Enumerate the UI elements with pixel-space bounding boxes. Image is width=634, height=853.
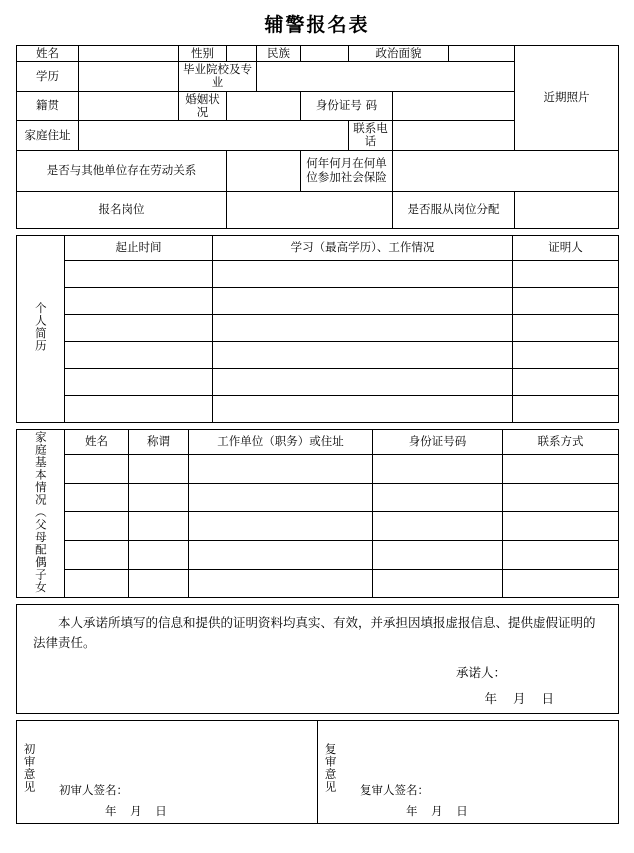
- value-origin[interactable]: [79, 91, 179, 120]
- resume-cell-witness[interactable]: [513, 287, 619, 314]
- family-table: [16, 429, 619, 599]
- family-cell-name[interactable]: [65, 455, 129, 484]
- table-row: [17, 429, 619, 455]
- table-row: [17, 605, 619, 714]
- family-cell-name[interactable]: [65, 483, 129, 512]
- value-education[interactable]: [79, 62, 179, 91]
- resume-cell-witness[interactable]: [513, 395, 619, 422]
- family-cell-id[interactable]: [373, 540, 503, 569]
- family-header-work: 工作单位（职务）或住址: [189, 429, 373, 455]
- table-row: [17, 483, 619, 512]
- label-gender: 性别: [179, 46, 227, 62]
- family-header-contact: 联系方式: [503, 429, 619, 455]
- promise-date-line[interactable]: 年 月 日: [484, 691, 560, 707]
- resume-cell-content[interactable]: [213, 368, 513, 395]
- resume-cell-content[interactable]: [213, 260, 513, 287]
- label-marital: 婚姻状况: [179, 91, 227, 120]
- label-id-number: 身份证号 码: [301, 91, 393, 120]
- resume-cell-content[interactable]: [213, 314, 513, 341]
- family-cell-work[interactable]: [189, 512, 373, 541]
- first-review-date[interactable]: 年 月 日: [105, 804, 172, 819]
- resume-header-content: 学习（最高学历）、工作情况: [213, 235, 513, 260]
- value-other-labor[interactable]: [227, 150, 301, 191]
- resume-cell-witness[interactable]: [513, 341, 619, 368]
- resume-side-label-text: 个人简历: [33, 301, 48, 352]
- table-row: [17, 150, 619, 191]
- value-name[interactable]: [79, 46, 179, 62]
- family-cell-id[interactable]: [373, 455, 503, 484]
- family-cell-id[interactable]: [373, 512, 503, 541]
- promise-signer-label[interactable]: 承诺人：: [455, 665, 506, 681]
- family-cell-contact[interactable]: [503, 512, 619, 541]
- label-school-major: 毕业院校及专业: [179, 62, 257, 91]
- value-home-address[interactable]: [79, 121, 349, 150]
- resume-header-period: 起止时间: [65, 235, 213, 260]
- label-other-labor: 是否与其他单位存在劳动关系: [17, 150, 227, 191]
- family-header-relation: 称谓: [129, 429, 189, 455]
- page-title: 辅警报名表: [264, 14, 370, 36]
- label-social-insurance: 何年何月在何单位参加社会保险: [301, 150, 393, 191]
- family-cell-relation[interactable]: [129, 483, 189, 512]
- table-row: [17, 235, 619, 260]
- second-review-sign[interactable]: 复审人签名：: [360, 783, 429, 798]
- family-cell-id[interactable]: [373, 569, 503, 598]
- photo-box[interactable]: 近期照片: [515, 46, 619, 151]
- family-cell-work[interactable]: [189, 455, 373, 484]
- label-obey-assignment: 是否服从岗位分配: [393, 191, 515, 228]
- family-side-label-text: 家庭基本情况（父母配偶子女: [33, 430, 48, 594]
- value-apply-post[interactable]: [227, 191, 393, 228]
- resume-side-label: [17, 235, 65, 422]
- value-school-major[interactable]: [257, 62, 515, 91]
- promise-table: [16, 604, 619, 714]
- table-row: [17, 540, 619, 569]
- resume-cell-period[interactable]: [65, 287, 213, 314]
- value-social-insurance[interactable]: [393, 150, 619, 191]
- identity-table: [16, 45, 619, 229]
- family-cell-id[interactable]: [373, 483, 503, 512]
- family-cell-contact[interactable]: [503, 569, 619, 598]
- value-phone[interactable]: [393, 121, 515, 150]
- family-cell-work[interactable]: [189, 569, 373, 598]
- table-row: [17, 191, 619, 228]
- resume-cell-witness[interactable]: [513, 314, 619, 341]
- family-cell-name[interactable]: [65, 540, 129, 569]
- table-row: [17, 395, 619, 422]
- resume-table: [16, 235, 619, 423]
- resume-cell-content[interactable]: [213, 341, 513, 368]
- table-row: [17, 368, 619, 395]
- table-row: [17, 46, 619, 62]
- resume-cell-content[interactable]: [213, 287, 513, 314]
- value-ethnicity[interactable]: [301, 46, 349, 62]
- resume-cell-witness[interactable]: [513, 260, 619, 287]
- second-review-cell[interactable]: [318, 721, 619, 824]
- label-origin: 籍贯: [17, 91, 79, 120]
- label-political: 政治面貌: [349, 46, 449, 62]
- resume-cell-period[interactable]: [65, 314, 213, 341]
- table-row: [17, 721, 619, 824]
- family-cell-contact[interactable]: [503, 540, 619, 569]
- promise-block: [17, 605, 618, 713]
- promise-cell: [17, 605, 619, 714]
- label-name: 姓名: [17, 46, 79, 62]
- family-cell-relation[interactable]: [129, 540, 189, 569]
- family-side-label: [17, 429, 65, 598]
- value-marital[interactable]: [227, 91, 301, 120]
- label-home-address: 家庭住址: [17, 121, 79, 150]
- table-row: [17, 341, 619, 368]
- family-cell-relation[interactable]: [129, 512, 189, 541]
- family-cell-name[interactable]: [65, 512, 129, 541]
- family-cell-work[interactable]: [189, 540, 373, 569]
- resume-cell-content[interactable]: [213, 395, 513, 422]
- table-row: [17, 287, 619, 314]
- value-obey-assignment[interactable]: [515, 191, 619, 228]
- value-gender[interactable]: [227, 46, 257, 62]
- table-row: [17, 455, 619, 484]
- label-education: 学历: [17, 62, 79, 91]
- label-phone: 联系电话: [349, 121, 393, 150]
- review-table: [16, 720, 619, 824]
- label-apply-post: 报名岗位: [17, 191, 227, 228]
- value-id-number[interactable]: [393, 91, 515, 120]
- family-cell-relation[interactable]: [129, 455, 189, 484]
- table-row: [17, 314, 619, 341]
- first-review-label: 初审意见: [22, 743, 37, 794]
- family-cell-name[interactable]: [65, 569, 129, 598]
- first-review-cell[interactable]: [17, 721, 318, 824]
- first-review-sign[interactable]: 初审人签名：: [59, 783, 128, 798]
- second-review-date[interactable]: 年 月 日: [406, 804, 473, 819]
- promise-text: 本人承诺所填写的信息和提供的证明资料均真实、有效，并承担因填报虚报信息、提供虚假证明的法律责任。: [33, 615, 596, 651]
- table-row: [17, 260, 619, 287]
- table-row: [17, 512, 619, 541]
- label-ethnicity: 民族: [257, 46, 301, 62]
- family-cell-relation[interactable]: [129, 569, 189, 598]
- resume-cell-period[interactable]: [65, 341, 213, 368]
- family-header-name: 姓名: [65, 429, 129, 455]
- resume-cell-period[interactable]: [65, 368, 213, 395]
- resume-cell-period[interactable]: [65, 395, 213, 422]
- resume-cell-witness[interactable]: [513, 368, 619, 395]
- table-row: [17, 569, 619, 598]
- second-review-label: 复审意见: [323, 743, 338, 794]
- family-header-id: 身份证号码: [373, 429, 503, 455]
- family-cell-contact[interactable]: [503, 483, 619, 512]
- family-cell-contact[interactable]: [503, 455, 619, 484]
- resume-cell-period[interactable]: [65, 260, 213, 287]
- value-political[interactable]: [449, 46, 515, 62]
- resume-header-witness: 证明人: [513, 235, 619, 260]
- family-cell-work[interactable]: [189, 483, 373, 512]
